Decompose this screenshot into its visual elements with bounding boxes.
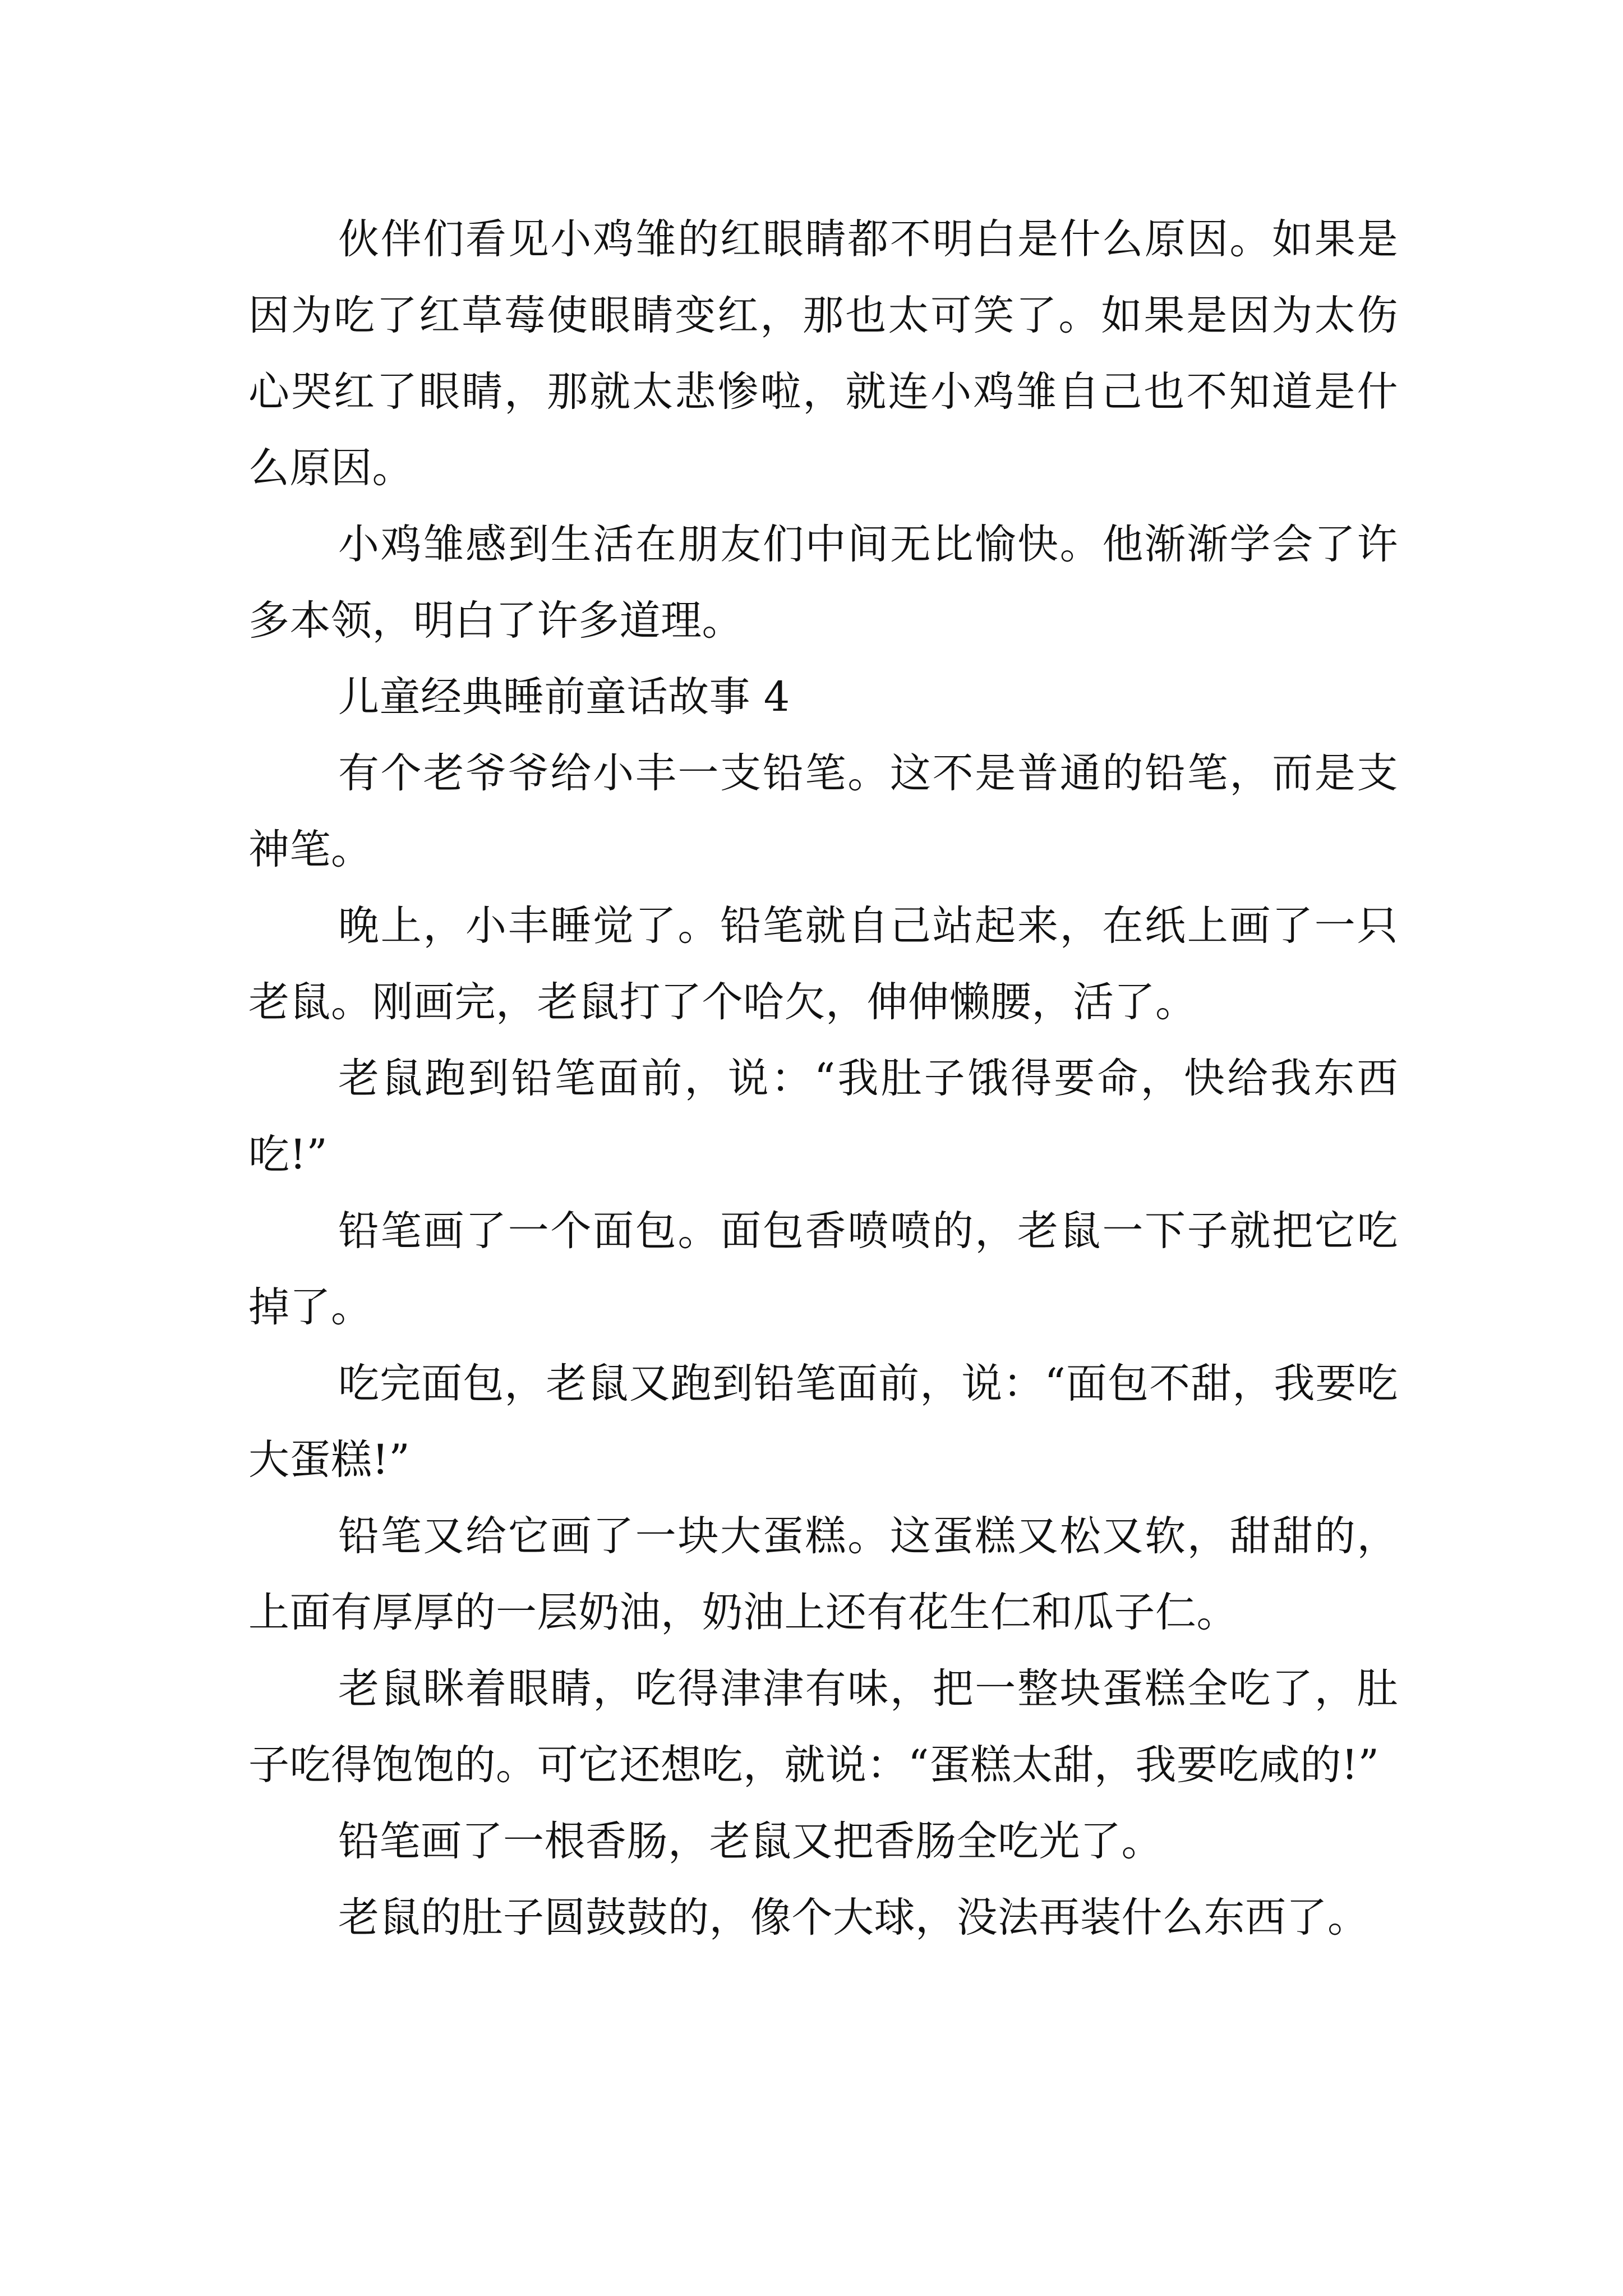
paragraph: 伙伴们看见小鸡雏的红眼睛都不明白是什么原因。如果是因为吃了红草莓使眼睛变红，那也太可笑了。如果是因为太伤心哭红了眼睛，那就太悲惨啦，就连小鸡雏自己也不知道是什么原因。 [248,215,1398,492]
paragraph: 老鼠的肚子圆鼓鼓的，像个大球，没法再装什么东西了。 [338,1894,1369,1941]
paragraph: 有个老爷爷给小丰一支铅笔。这不是普通的铅笔，而是支神笔。 [248,749,1398,873]
paragraph: 吃完面包，老鼠又跑到铅笔面前，说：“面包不甜，我要吃大蛋糕!” [248,1360,1398,1484]
paragraph: 铅笔画了一个面包。面包香喷喷的，老鼠一下子就把它吃掉了。 [248,1207,1398,1331]
section-heading: 儿童经典睡前童话故事 4 [338,673,790,721]
paragraph: 铅笔画了一根香肠，老鼠又把香肠全吃光了。 [338,1818,1163,1865]
paragraph: 铅笔又给它画了一块大蛋糕。这蛋糕又松又软，甜甜的，上面有厚厚的一层奶油，奶油上还有花生仁和瓜子仁。 [248,1512,1398,1636]
paragraph: 老鼠跑到铅笔面前，说：“我肚子饿得要命，快给我东西吃!” [248,1055,1398,1179]
document-body [248,201,1398,1956]
paragraph: 晚上，小丰睡觉了。铅笔就自己站起来，在纸上画了一只老鼠。刚画完，老鼠打了个哈欠，伸伸懒腰，活了。 [248,902,1398,1026]
paragraph: 老鼠眯着眼睛，吃得津津有味，把一整块蛋糕全吃了，肚子吃得饱饱的。可它还想吃，就说：“蛋糕太甜，我要吃咸的!” [248,1665,1398,1789]
paragraph: 小鸡雏感到生活在朋友们中间无比愉快。他渐渐学会了许多本领，明白了许多道理。 [248,521,1398,645]
